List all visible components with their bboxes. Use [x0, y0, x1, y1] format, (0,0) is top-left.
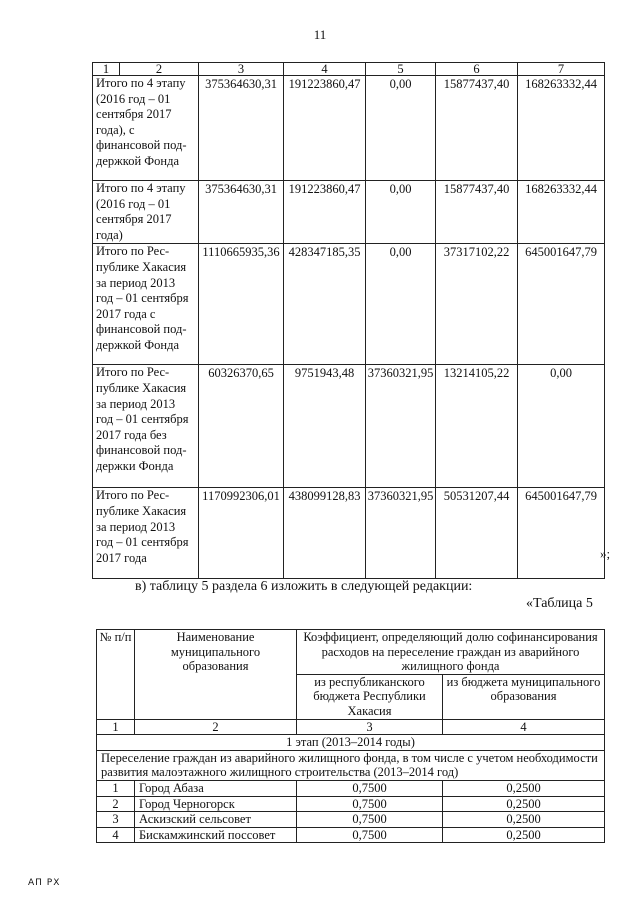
- row-label: Итого по 4 этапу (2016 год – 01 сентября 2017 года): [93, 181, 199, 244]
- cell-value: 37360321,95: [366, 365, 436, 488]
- republican-coefficient: 0,7500: [297, 780, 443, 796]
- col-3-header: 3: [199, 63, 284, 76]
- row-number: 2: [97, 796, 135, 812]
- cell-value: 1110665935,36: [199, 244, 284, 365]
- municipality-name: Город Абаза: [135, 780, 297, 796]
- table-row: [97, 780, 605, 796]
- col-2-header: 2: [120, 63, 199, 76]
- cell-value: 0,00: [366, 244, 436, 365]
- municipality-name: Город Черногорск: [135, 796, 297, 812]
- cell-value: 438099128,83: [284, 488, 366, 579]
- republican-coefficient: 0,7500: [297, 812, 443, 828]
- cell-value: 168263332,44: [518, 181, 605, 244]
- cell-value: 645001647,79: [518, 488, 605, 579]
- republican-coefficient: 0,7500: [297, 796, 443, 812]
- cell-value: 9751943,48: [284, 365, 366, 488]
- row-number: 1: [97, 780, 135, 796]
- amendment-instruction: в) таблицу 5 раздела 6 изложить в следующей редакции:: [135, 579, 473, 594]
- row-label: Итого по Рес-публике Хакасия за период 2013 год – 01 сентября 2017 года: [93, 488, 199, 579]
- cell-value: 15877437,40: [436, 76, 518, 181]
- cell-value: 428347185,35: [284, 244, 366, 365]
- column-number-row: [97, 719, 605, 735]
- cell-value: 191223860,47: [284, 181, 366, 244]
- municipality-name: Аскизский сельсовет: [135, 812, 297, 828]
- header-municipal-budget: из бюджета муниципального образования: [443, 674, 605, 719]
- cell-value: 13214105,22: [436, 365, 518, 488]
- cell-value: 0,00: [366, 181, 436, 244]
- table-row: [97, 812, 605, 828]
- col-number: 2: [135, 719, 297, 735]
- row-number: 3: [97, 812, 135, 828]
- cell-value: 60326370,65: [199, 365, 284, 488]
- table-row: [93, 181, 605, 244]
- stage-row: [97, 735, 605, 751]
- header-republican-budget: из республиканского бюджета Республики Хакасия: [297, 674, 443, 719]
- cell-value: 1170992306,01: [199, 488, 284, 579]
- table-row: [97, 796, 605, 812]
- col-number: 1: [97, 719, 135, 735]
- section-row: [97, 750, 605, 780]
- municipal-coefficient: 0,2500: [443, 827, 605, 843]
- row-number: 4: [97, 827, 135, 843]
- table-row: [93, 365, 605, 488]
- cell-value: 50531207,44: [436, 488, 518, 579]
- closing-quote: »;: [600, 546, 611, 561]
- col-number: 4: [443, 719, 605, 735]
- municipal-coefficient: 0,2500: [443, 780, 605, 796]
- table-header-row: [93, 63, 605, 76]
- footer-mark: АП РХ: [28, 878, 61, 888]
- stage-label: 1 этап (2013–2014 годы): [97, 735, 605, 751]
- cell-value: 0,00: [366, 76, 436, 181]
- cell-value: 37317102,22: [436, 244, 518, 365]
- table-header-row: [97, 630, 605, 675]
- row-label: Итого по Рес-публике Хакасия за период 2013 год – 01 сентября 2017 года с финансовой под-держкой Фонда: [93, 244, 199, 365]
- republican-coefficient: 0,7500: [297, 827, 443, 843]
- municipal-coefficient: 0,2500: [443, 812, 605, 828]
- col-5-header: 5: [366, 63, 436, 76]
- cell-value: 168263332,44: [518, 76, 605, 181]
- table-row: [97, 827, 605, 843]
- cell-value: 191223860,47: [284, 76, 366, 181]
- page-number: 11: [313, 27, 327, 42]
- cell-value: 15877437,40: [436, 181, 518, 244]
- row-label: Итого по 4 этапу (2016 год – 01 сентября 2017 года), с финансовой под-держкой Фонда: [93, 76, 199, 181]
- header-number: № п/п: [97, 630, 135, 720]
- cell-value: 645001647,79: [518, 244, 605, 365]
- cell-value: 37360321,95: [366, 488, 436, 579]
- cell-value: 0,00: [518, 365, 605, 488]
- col-7-header: 7: [518, 63, 605, 76]
- col-6-header: 6: [436, 63, 518, 76]
- table-row: [93, 76, 605, 181]
- municipality-name: Бискамжинский поссовет: [135, 827, 297, 843]
- header-coefficient: Коэффициент, определяющий долю софинансирования расходов на переселение граждан из аварийного жилищного фонда: [297, 630, 605, 675]
- header-name: Наименование муниципального образования: [135, 630, 297, 720]
- col-4-header: 4: [284, 63, 366, 76]
- table-row: [93, 244, 605, 365]
- col-number: 3: [297, 719, 443, 735]
- cell-value: 375364630,31: [199, 181, 284, 244]
- cell-value: 375364630,31: [199, 76, 284, 181]
- totals-table: [92, 62, 605, 579]
- table-row: [93, 488, 605, 579]
- row-label: Итого по Рес-публике Хакасия за период 2013 год – 01 сентября 2017 года без финансовой под-держки Фонда: [93, 365, 199, 488]
- section-label: Переселение граждан из аварийного жилищного фонда, в том числе с учетом необходимости развития малоэтажного жилищного строительства (2013–2014 год): [97, 750, 605, 780]
- municipal-coefficient: 0,2500: [443, 796, 605, 812]
- col-1-header: 1: [93, 63, 120, 76]
- table-title: «Таблица 5: [526, 596, 593, 611]
- cofinancing-table: [96, 629, 605, 843]
